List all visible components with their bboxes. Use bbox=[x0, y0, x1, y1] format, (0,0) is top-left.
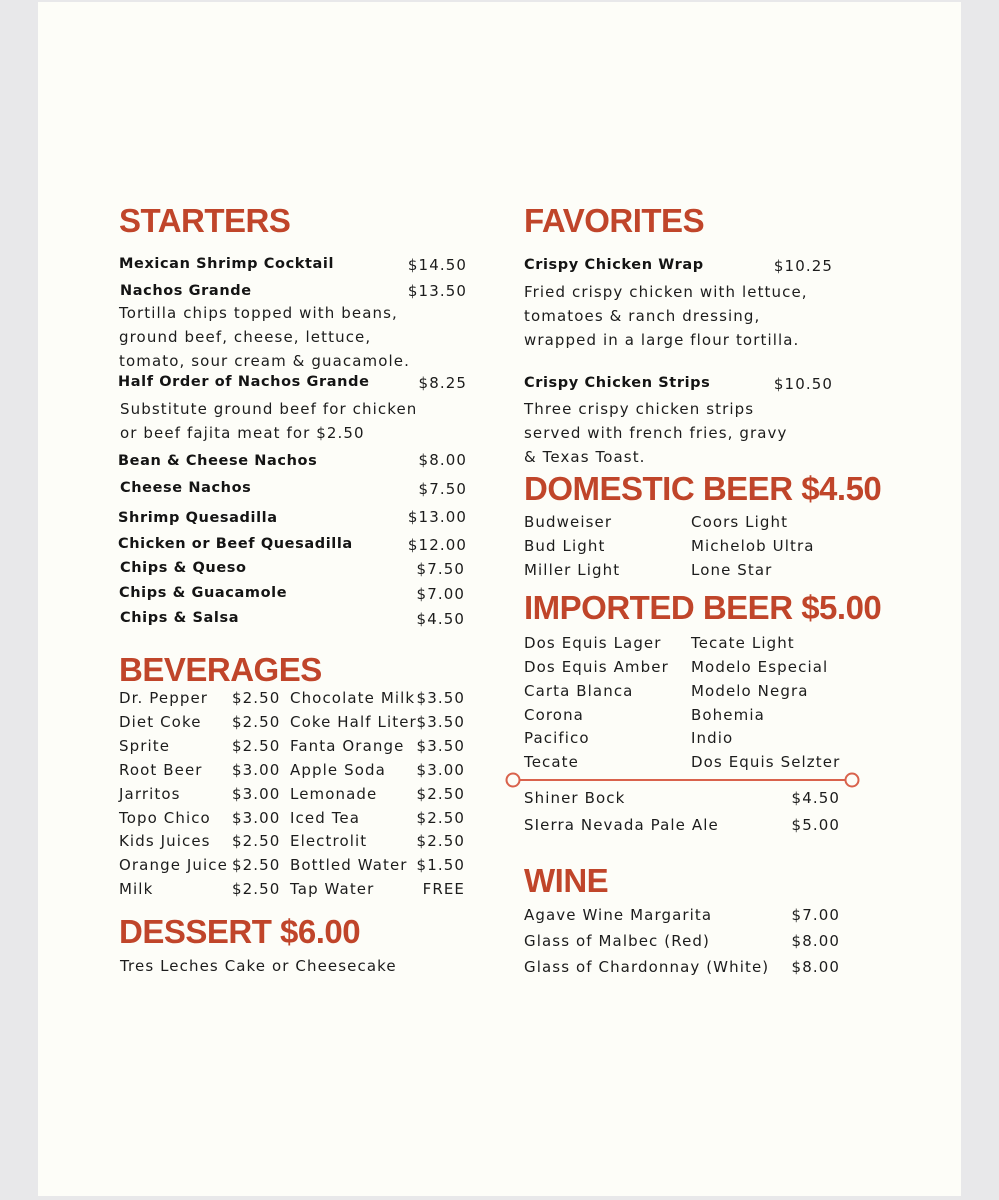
beer-name: Tecate Light bbox=[691, 634, 795, 652]
beverage-price: $2.50 bbox=[416, 785, 465, 803]
beverage-name: Electrolit bbox=[290, 832, 368, 850]
beverage-price: $3.00 bbox=[232, 809, 281, 827]
beer-name: Budweiser bbox=[524, 513, 613, 531]
menu-item-description: Substitute ground beef for chicken or beef fajita meat for $2.50 bbox=[120, 400, 418, 442]
beverage-name: Coke Half Liter bbox=[290, 713, 417, 731]
beer-name: Bud Light bbox=[524, 537, 606, 555]
beer-name: Dos Equis Amber bbox=[524, 658, 669, 676]
beverage-price: $2.50 bbox=[232, 856, 281, 874]
beer-name: Bohemia bbox=[691, 706, 765, 724]
beer-name: SIerra Nevada Pale Ale bbox=[524, 816, 719, 834]
beer-name: Michelob Ultra bbox=[691, 537, 815, 555]
beverage-price: $2.50 bbox=[416, 832, 465, 850]
beer-name: Dos Equis Selzter bbox=[691, 753, 841, 771]
beverage-price: $3.50 bbox=[416, 713, 465, 731]
beverage-name: Chocolate Milk bbox=[290, 689, 416, 707]
beverage-price: $3.50 bbox=[416, 737, 465, 755]
beverage-price: $1.50 bbox=[416, 856, 465, 874]
beer-name: Modelo Especial bbox=[691, 658, 829, 676]
beverage-name: Milk bbox=[119, 880, 154, 898]
section-divider bbox=[500, 770, 866, 790]
beer-name: Miller Light bbox=[524, 561, 621, 579]
beverage-price: $2.50 bbox=[232, 713, 281, 731]
beverage-name: Dr. Pepper bbox=[119, 689, 209, 707]
beverage-name: Apple Soda bbox=[290, 761, 386, 779]
beverage-price: $3.00 bbox=[232, 761, 281, 779]
dessert-heading: DESSERT $6.00 bbox=[119, 913, 361, 950]
beer-name: Lone Star bbox=[691, 561, 773, 579]
wine-price: $7.00 bbox=[791, 906, 840, 924]
menu-item-name: Crispy Chicken Wrap bbox=[524, 257, 704, 273]
domestic-beer-heading: DOMESTIC BEER $4.50 bbox=[524, 470, 882, 507]
menu-item-price: $12.00 bbox=[407, 536, 467, 554]
wine-name: Glass of Chardonnay (White) bbox=[524, 958, 770, 976]
menu-item-name: Mexican Shrimp Cocktail bbox=[119, 256, 335, 272]
menu-item-price: $13.00 bbox=[407, 508, 467, 526]
menu-item-name: Chicken or Beef Quesadilla bbox=[118, 536, 353, 552]
starters-heading: STARTERS bbox=[119, 202, 291, 239]
beverage-name: Iced Tea bbox=[290, 809, 361, 827]
beverage-price: $2.50 bbox=[232, 880, 281, 898]
beverage-price: $3.00 bbox=[232, 785, 281, 803]
beverage-price: $3.00 bbox=[416, 761, 465, 779]
menu-item-price: $10.25 bbox=[773, 257, 833, 275]
menu-item-price: $7.50 bbox=[416, 560, 465, 578]
menu-item-name: Chips & Salsa bbox=[120, 610, 240, 626]
menu-item-price: $7.50 bbox=[418, 480, 467, 498]
wine-price: $8.00 bbox=[791, 932, 840, 950]
beverage-name: Diet Coke bbox=[119, 713, 202, 731]
beverage-name: Orange Juice bbox=[119, 856, 228, 874]
beverage-name: Fanta Orange bbox=[290, 737, 405, 755]
beer-name: Modelo Negra bbox=[691, 682, 809, 700]
dessert-description: Tres Leches Cake or Cheesecake bbox=[120, 957, 397, 975]
menu-item-price: $8.25 bbox=[418, 374, 467, 392]
beverage-name: Jarritos bbox=[119, 785, 181, 803]
menu-item-name: Half Order of Nachos Grande bbox=[118, 374, 370, 390]
menu-item-name: Cheese Nachos bbox=[120, 480, 252, 496]
beverages-heading: BEVERAGES bbox=[119, 651, 322, 688]
beverage-name: Bottled Water bbox=[290, 856, 408, 874]
beverage-price: $2.50 bbox=[232, 832, 281, 850]
menu-item-name: Chips & Guacamole bbox=[119, 585, 288, 601]
imported-beer-heading: IMPORTED BEER $5.00 bbox=[524, 589, 882, 626]
beverage-name: Sprite bbox=[119, 737, 171, 755]
wine-name: Glass of Malbec (Red) bbox=[524, 932, 710, 950]
wine-heading: WINE bbox=[524, 862, 609, 899]
beverage-name: Root Beer bbox=[119, 761, 203, 779]
menu-item-price: $13.50 bbox=[407, 282, 467, 300]
beverage-name: Topo Chico bbox=[119, 809, 211, 827]
menu-item-name: Shrimp Quesadilla bbox=[118, 510, 278, 526]
menu-item-name: Crispy Chicken Strips bbox=[524, 375, 711, 391]
beverage-price: $2.50 bbox=[416, 809, 465, 827]
beer-name: Coors Light bbox=[691, 513, 789, 531]
wine-name: Agave Wine Margarita bbox=[524, 906, 713, 924]
beverage-name: Kids Juices bbox=[119, 832, 211, 850]
beverage-price: FREE bbox=[422, 880, 465, 898]
wine-price: $8.00 bbox=[791, 958, 840, 976]
menu-item-name: Chips & Queso bbox=[120, 560, 247, 576]
favorites-heading: FAVORITES bbox=[524, 202, 705, 239]
menu-item-name: Bean & Cheese Nachos bbox=[118, 453, 318, 469]
menu-item-price: $14.50 bbox=[407, 256, 467, 274]
menu-item-description: Three crispy chicken strips served with french fries, gravy & Texas Toast. bbox=[524, 400, 788, 466]
beer-name: Tecate bbox=[524, 753, 579, 771]
beer-price: $5.00 bbox=[791, 816, 840, 834]
menu-item-description: Fried crispy chicken with lettuce, tomatoes & ranch dressing, wrapped in a large flour tortilla. bbox=[524, 283, 808, 349]
beer-price: $4.50 bbox=[791, 789, 840, 807]
beer-name: Shiner Bock bbox=[524, 789, 626, 807]
beverage-price: $2.50 bbox=[232, 689, 281, 707]
menu-item-price: $8.00 bbox=[418, 451, 467, 469]
menu-item-description: Tortilla chips topped with beans, ground beef, cheese, lettuce, tomato, sour cream & guacamole. bbox=[119, 304, 410, 370]
beverage-price: $3.50 bbox=[416, 689, 465, 707]
beverage-name: Lemonade bbox=[290, 785, 378, 803]
beer-name: Carta Blanca bbox=[524, 682, 634, 700]
menu-item-price: $4.50 bbox=[416, 610, 465, 628]
beer-name: Corona bbox=[524, 706, 584, 724]
beer-name: Indio bbox=[691, 729, 734, 747]
beer-name: Dos Equis Lager bbox=[524, 634, 662, 652]
menu-item-name: Nachos Grande bbox=[120, 283, 252, 299]
menu-item-price: $10.50 bbox=[773, 375, 833, 393]
beverage-name: Tap Water bbox=[290, 880, 375, 898]
beer-name: Pacifico bbox=[524, 729, 590, 747]
beverage-price: $2.50 bbox=[232, 737, 281, 755]
menu-item-price: $7.00 bbox=[416, 585, 465, 603]
